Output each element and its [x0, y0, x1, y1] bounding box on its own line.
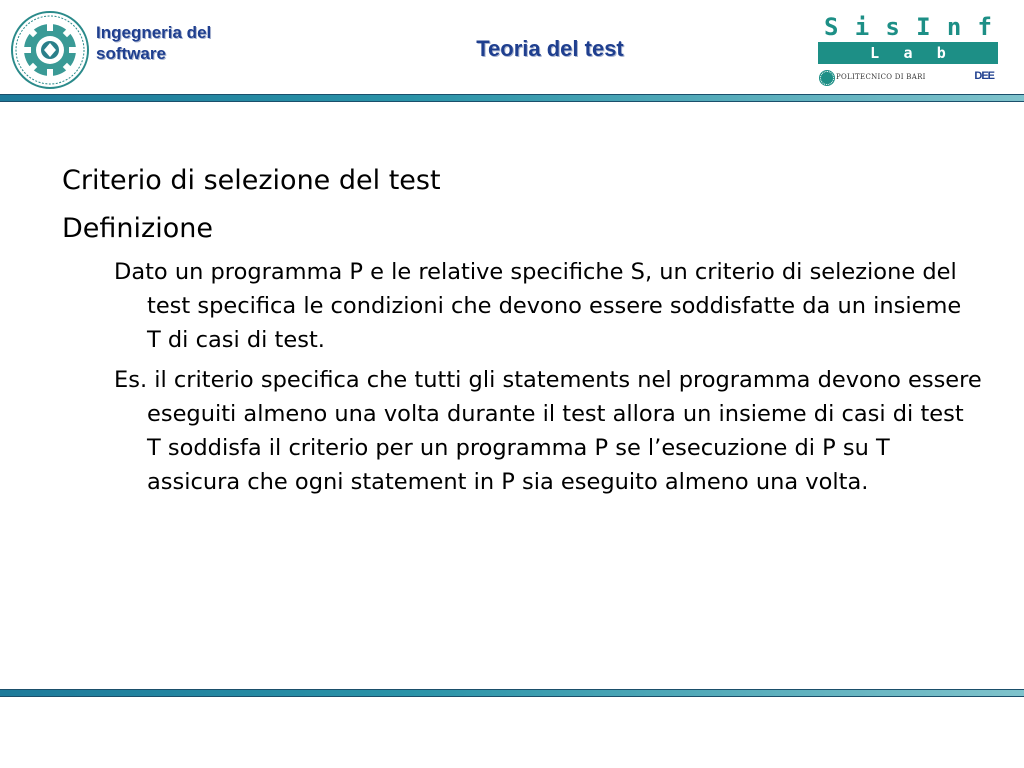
- lab-letter: I: [916, 13, 931, 41]
- sisinf-lab-logo: [818, 12, 998, 84]
- lab-letter: s: [885, 13, 900, 41]
- lab-letter: S: [824, 13, 839, 41]
- bullet-heading-definition: Definizione: [62, 213, 213, 244]
- lab-logo-bar: [818, 42, 998, 64]
- dept-logo: DEE: [974, 70, 994, 82]
- lab-logo-top: [818, 12, 998, 42]
- definition-paragraph: Dato un programma P e le relative specifiche S, un criterio di selezione del test specifica le condizioni che devono essere soddisfatte da un insieme T di casi di test.: [114, 259, 962, 353]
- course-title-line1: Ingegneria del: [96, 23, 212, 42]
- lab-letter: a: [903, 44, 913, 62]
- lab-logo-footer: [818, 68, 998, 86]
- example-paragraph: Es. il criterio specifica che tutti gli statements nel programma devono essere eseguiti almeno una volta durante il test allora un insieme di casi di test T soddisfa il criterio per un programma P se l’esecuzione di P su T assicura che ogni statement in P sia eseguito almeno una volta.: [114, 367, 982, 495]
- lab-letter: f: [977, 13, 992, 41]
- lab-letter: b: [936, 44, 946, 62]
- lab-letter: i: [854, 13, 870, 41]
- footer-divider: [0, 689, 1024, 697]
- header-divider: [0, 94, 1024, 102]
- slide-title: Teoria del test: [476, 36, 624, 61]
- bullet-heading-criterion: Criterio di selezione del test: [62, 165, 441, 196]
- course-title-line2: software: [96, 44, 166, 63]
- lab-letter: n: [946, 13, 962, 41]
- institution-name: POLITECNICO DI BARI: [836, 73, 926, 81]
- slide-content: [62, 157, 982, 499]
- lab-letter: L: [870, 44, 880, 62]
- politecnico-gear-icon: [820, 71, 834, 85]
